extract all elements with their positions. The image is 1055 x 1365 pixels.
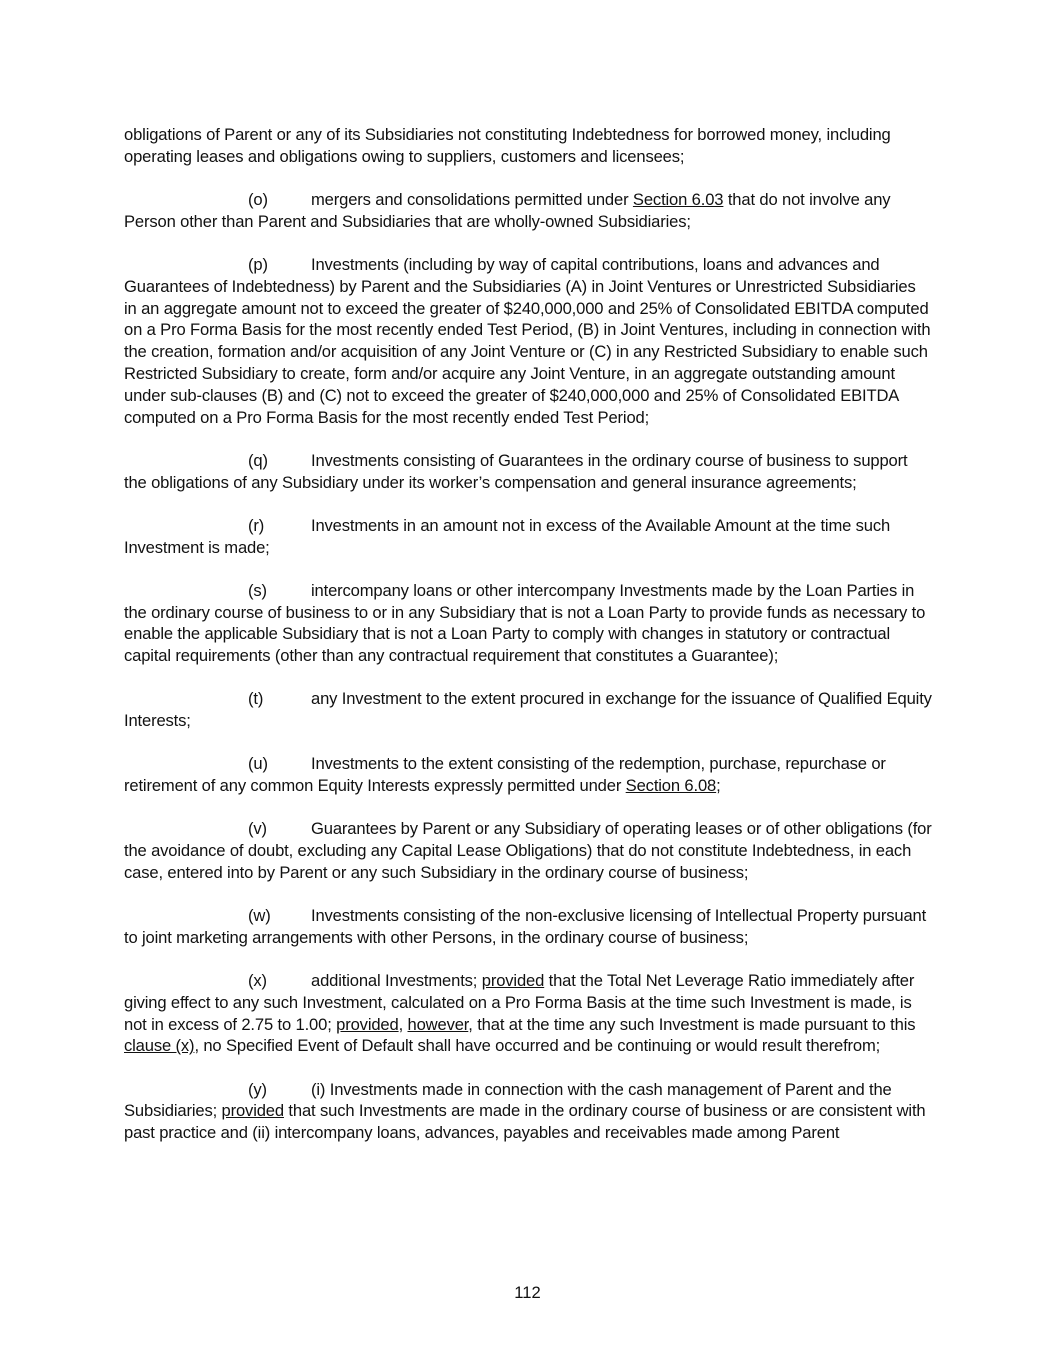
clause-paragraph bbox=[124, 688, 932, 732]
clause-text: , that at the time any such Investment is made pursuant to this bbox=[468, 1014, 916, 1034]
clause-text: , no Specified Event of Default shall have occurred and be continuing or would result therefrom; bbox=[194, 1036, 881, 1056]
cross-reference: provided bbox=[481, 971, 545, 991]
clause-paragraph bbox=[124, 254, 932, 428]
clause-text: (i) Investments made in connection with the cash management of Parent and the Subsidiaries; bbox=[124, 1079, 892, 1121]
clause-paragraph bbox=[124, 580, 932, 667]
clause-text: any Investment to the extent procured in exchange for the issuance of Qualified Equity Interests; bbox=[124, 689, 932, 731]
cross-reference: Section 6.08 bbox=[625, 776, 717, 796]
clause-label: (p) bbox=[248, 254, 268, 274]
cross-reference: provided bbox=[336, 1014, 399, 1034]
clause-label: (w) bbox=[248, 906, 271, 926]
clause-paragraph bbox=[124, 1079, 932, 1144]
clause-text: Investments (including by way of capital contributions, loans and advances and Guarantees of Indebtedness) by Parent and the Subsidiaries (A) in Joint Ventures or Unrestricted Subsidiaries in an aggregate amount not to exceed the greater of $240,000,000 and 25% of Consolidated EBITDA computed on a Pro Forma Basis for the most recently ended Test Period, (B) in Joint Ventures, including in connection with the creation, formation and/or acquisition of any Joint Venture or (C) in any Restricted Subsidiary to enable such Restricted Subsidiary to create, form and/or acquire any Joint Venture, in an aggregate outstanding amount under sub-clauses (B) and (C) not to exceed the greater of $240,000,000 and 25% of Consolidated EBITDA computed on a Pro Forma Basis for the most recently ended Test Period; bbox=[124, 254, 931, 427]
clause-label: (x) bbox=[248, 971, 267, 991]
continuation-paragraph bbox=[124, 124, 932, 168]
clause-text: Investments consisting of Guarantees in the ordinary course of business to support the obligations of any Subsidiary under its worker’s compensation and general insurance agreements; bbox=[124, 450, 908, 492]
clause-paragraph bbox=[124, 515, 932, 559]
clause-label: (q) bbox=[248, 450, 268, 470]
cross-reference: however bbox=[407, 1014, 469, 1034]
clause-label: (v) bbox=[248, 819, 267, 839]
cross-reference: clause (x) bbox=[124, 1036, 195, 1056]
clause-text: Investments to the extent consisting of the redemption, purchase, repurchase or retirement of any common Equity Interests expressly permitted under bbox=[124, 754, 886, 796]
clause-text: intercompany loans or other intercompany Investments made by the Loan Parties in the ordinary course of business to or in any Subsidiary that is not a Loan Party to provide funds as necessary to enable the applicable Subsidiary that is not a Loan Party to comply with changes in statutory or contractual capital requirements (other than any contractual requirement that constitutes a Guarantee); bbox=[124, 580, 926, 666]
document-page bbox=[124, 124, 932, 1165]
clause-paragraph bbox=[124, 189, 932, 233]
clause-paragraph bbox=[124, 818, 932, 883]
clause-paragraph bbox=[124, 905, 932, 949]
clause-paragraph bbox=[124, 753, 932, 797]
clause-text: obligations of Parent or any of its Subsidiaries not constituting Indebtedness for borrowed money, including operating leases and obligations owing to suppliers, customers and licensees; bbox=[124, 125, 891, 166]
clause-label: (u) bbox=[248, 754, 268, 774]
clause-text: additional Investments; bbox=[311, 971, 482, 991]
clause-text: Investments consisting of the non-exclusive licensing of Intellectual Property pursuant to joint marketing arrangements with other Persons, in the ordinary course of business; bbox=[124, 906, 927, 947]
cross-reference: provided bbox=[221, 1101, 284, 1121]
cross-reference: Section 6.03 bbox=[632, 189, 724, 209]
clause-label: (t) bbox=[248, 689, 264, 709]
clause-text: that such Investments are made in the ordinary course of business or are consistent with past practice and (ii) intercompany loans, advances, payables and receivables made among Parent bbox=[124, 1101, 926, 1143]
clause-text: ; bbox=[716, 776, 721, 796]
clause-label: (r) bbox=[248, 515, 265, 535]
clause-label: (y) bbox=[248, 1079, 267, 1099]
page-number: 112 bbox=[514, 1283, 541, 1302]
clause-text: that the Total Net Leverage Ratio immediately after giving effect to any such Investment, calculated on a Pro Forma Basis at the time such Investment is made, is not in excess of 2.75 to 1.00; bbox=[124, 971, 915, 1034]
clause-label: (o) bbox=[248, 189, 268, 209]
clause-text: , bbox=[398, 1014, 408, 1034]
clause-label: (s) bbox=[248, 580, 267, 600]
clause-text: Guarantees by Parent or any Subsidiary of operating leases or of other obligations (for the avoidance of doubt, excluding any Capital Lease Obligations) that do not constitute Indebtedness, in each case, entered into by Parent or any such Subsidiary in the ordinary course of business; bbox=[124, 819, 932, 882]
clause-paragraph bbox=[124, 450, 932, 494]
clause-text: mergers and consolidations permitted under bbox=[311, 189, 633, 209]
clause-paragraph bbox=[124, 970, 932, 1057]
clause-text: Investments in an amount not in excess of the Available Amount at the time such Investment is made; bbox=[124, 515, 891, 557]
clause-text: that do not involve any Person other than Parent and Subsidiaries that are wholly-owned Subsidiaries; bbox=[124, 189, 891, 231]
